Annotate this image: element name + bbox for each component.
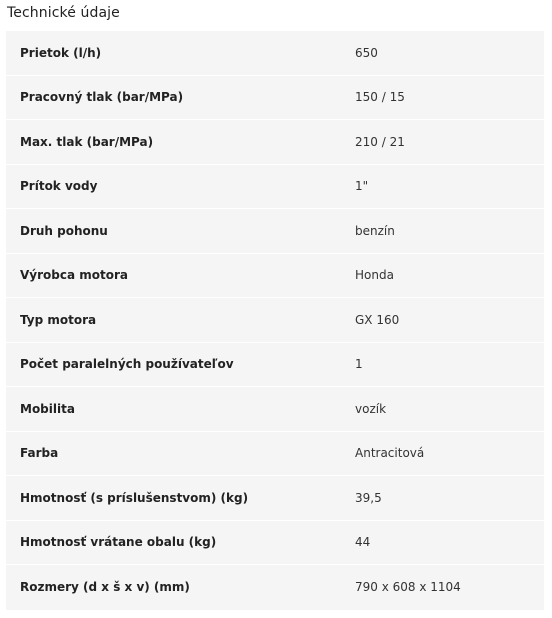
spec-row-weight-with-packaging [6,521,544,566]
spec-row-flow-rate [6,31,544,76]
spec-label: Počet paralelných používateľov [20,357,234,372]
spec-label: Rozmery (d x š x v) (mm) [20,580,190,595]
spec-label: Výrobca motora [20,268,128,283]
spec-row-parallel-users [6,343,544,388]
spec-row-engine-type [6,298,544,343]
spec-row-mobility [6,387,544,432]
spec-label: Max. tlak (bar/MPa) [20,134,154,149]
spec-label: Pracovný tlak (bar/MPa) [20,90,184,105]
spec-label: Hmotnosť vrátane obalu (kg) [20,535,217,550]
spec-row-water-inlet [6,165,544,210]
spec-value: Antracitová [355,446,425,461]
spec-value: GX 160 [355,312,400,327]
spec-value: 790 x 608 x 1104 [355,580,461,595]
spec-value: 39,5 [355,490,382,505]
spec-label: Prítok vody [20,179,98,194]
spec-value: 1 [355,357,363,372]
spec-value: benzín [355,223,395,238]
spec-value: 1" [355,179,369,194]
spec-value: 210 / 21 [355,134,405,149]
spec-label: Typ motora [20,312,97,327]
spec-value: Honda [355,268,394,283]
spec-value: 650 [355,45,378,60]
spec-row-max-pressure [6,120,544,165]
spec-row-color [6,432,544,477]
spec-label: Hmotnosť (s príslušenstvom) (kg) [20,490,249,505]
spec-value: vozík [355,401,387,416]
spec-label: Druh pohonu [20,223,108,238]
spec-row-weight-with-accessories [6,476,544,521]
spec-label: Mobilita [20,401,75,416]
section-title: Technické údaje [7,5,120,21]
spec-label: Farba [20,446,59,461]
spec-row-engine-manufacturer [6,254,544,299]
spec-row-drive-type [6,209,544,254]
spec-label: Prietok (l/h) [20,45,102,60]
spec-row-dimensions [6,565,544,610]
spec-value: 150 / 15 [355,90,405,105]
spec-row-working-pressure [6,76,544,121]
spec-value: 44 [355,535,371,550]
specs-table [6,31,544,610]
